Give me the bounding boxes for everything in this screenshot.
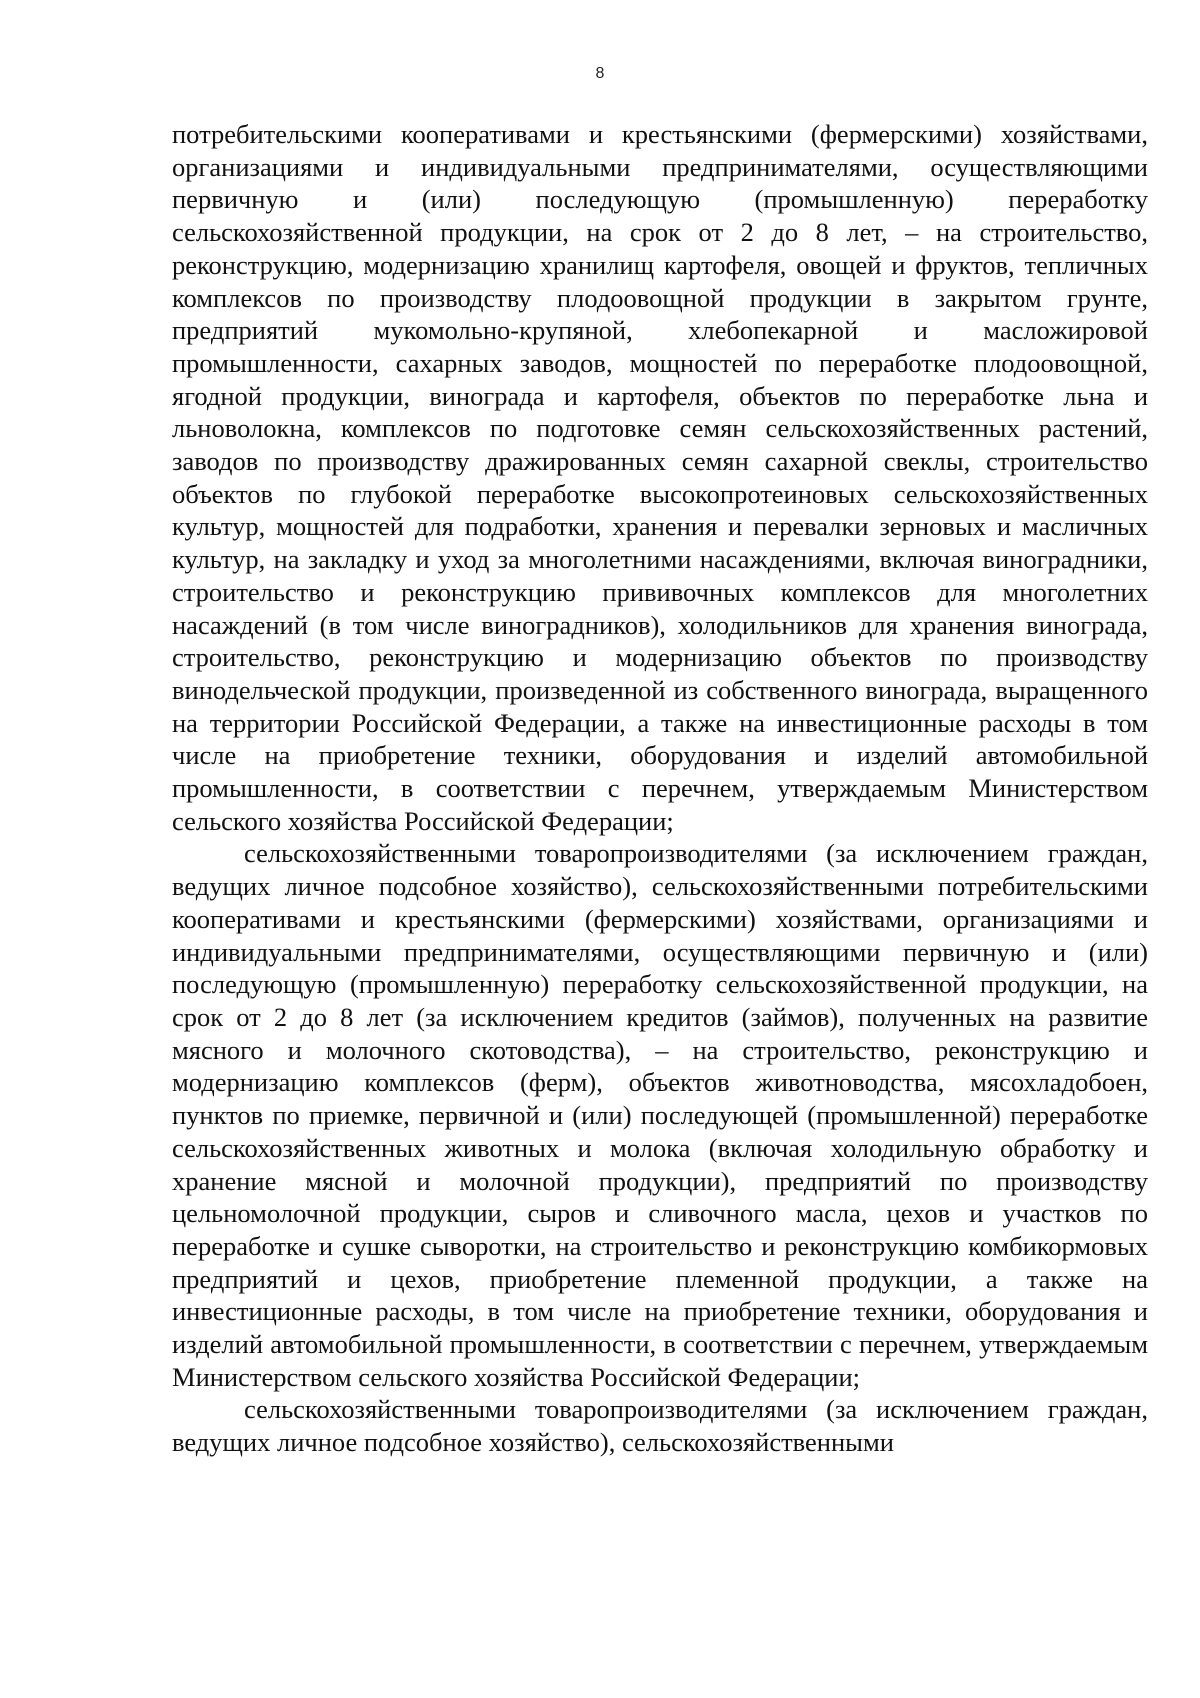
paragraph: сельскохозяйственными товаропроизводителями (за исключением граждан, ведущих личное подсобное хозяйство), сельскохозяйственными потребительскими кооперативами и крестьянскими (фермерскими) хозяйствами, организациями и индивидуальными предпринимателями, осуществляющими первичную и (или) последующую (промышленную) переработку сельскохозяйственной продукции, на срок от 2 до 8 лет (за исключением кредитов (займов), полученных на развитие мясного и молочного скотоводства), – на строительство, реконструкцию и модернизацию комплексов (ферм), объектов животноводства, мясохладобоен, пунктов по приемке, первичной и (или) последующей (промышленной) переработке сельскохозяйственных животных и молока (включая холодильную обработку и хранение мясной и молочной продукции), предприятий по производству цельномолочной продукции, сыров и сливочного масла, цехов и участков по переработке и сушке сыворотки, на строительство и реконструкцию комбикормовых предприятий и цехов, приобретение племенной продукции, а также на инвестиционные расходы, в том числе на приобретение техники, оборудования и изделий автомобильной промышленности, в соответствии с перечнем, утверждаемым Министерством сельского хозяйства Российской Федерации; [172,838,1148,1392]
paragraph-continuation: потребительскими кооперативами и крестьянскими (фермерскими) хозяйствами, организациями и индивидуальными предпринимателями, осуществляющими первичную и (или) последующую (промышленную) переработку сельскохозяйственной продукции, на срок от 2 до 8 лет, – на строительство, реконструкцию, модернизацию хранилищ картофеля, овощей и фруктов, тепличных комплексов по производству плодоовощной продукции в закрытом грунте, предприятий мукомольно-крупяной, хлебопекарной и масложировой промышленности, сахарных заводов, мощностей по переработке плодоовощной, ягодной продукции, винограда и картофеля, объектов по переработке льна и льноволокна, комплексов по подготовке семян сельскохозяйственных растений, заводов по производству дражированных семян сахарной свеклы, строительство объектов по глубокой переработке высокопротеиновых сельскохозяйственных культур, мощностей для подработки, хранения и перевалки зерновых и масличных культур, на закладку и уход за многолетними насаждениями, включая виноградники, строительство и реконструкцию прививочных комплексов для многолетних насаждений (в том числе виноградников), холодильников для хранения винограда, строительство, реконструкцию и модернизацию объектов по производству винодельческой продукции, произведенной из собственного винограда, выращенного на территории Российской Федерации, а также на инвестиционные расходы в том числе на приобретение техники, оборудования и изделий автомобильной промышленности, в соответствии с перечнем, утверждаемым Министерством сельского хозяйства Российской Федерации; [172,119,1148,836]
document-body [172,118,1148,1459]
paragraph-truncated: сельскохозяйственными товаропроизводителями (за исключением граждан, ведущих личное подсобное хозяйство), сельскохозяйственными [172,1394,1148,1458]
page-number: 8 [595,65,605,82]
